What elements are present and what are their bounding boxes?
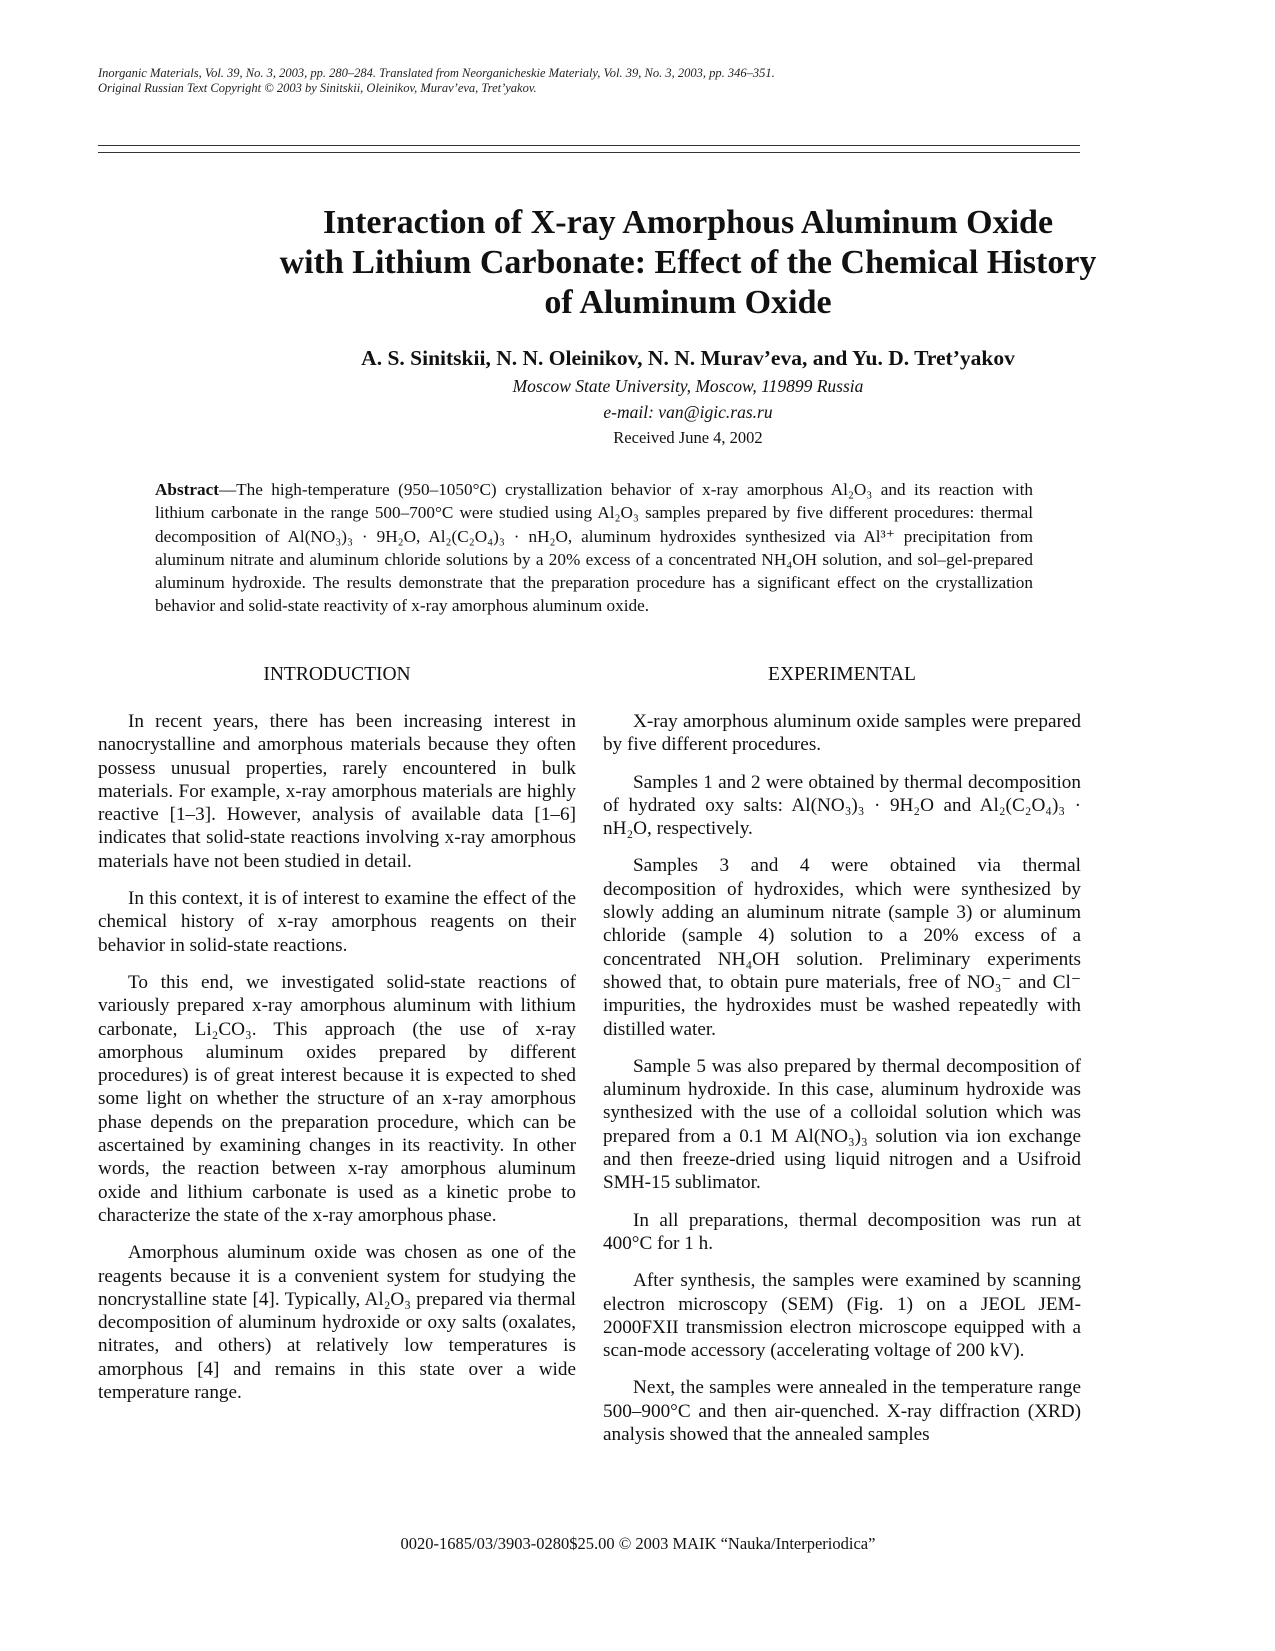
paragraph: Sample 5 was also prepared by thermal decomposition of aluminum hydroxide. In this case, aluminum hydroxide was synthesized with the use of a colloidal solution which was prepared from a 0.1 M Al(NO₃)₃ solution via ion exchange and then freeze-dried using liquid nitrogen and a Usifroid SMH-15 sublimator. bbox=[603, 1055, 1081, 1194]
abstract-label: Abstract bbox=[155, 480, 219, 499]
received-date: Received June 4, 2002 bbox=[613, 428, 763, 447]
paragraph: In this context, it is of interest to examine the effect of the chemical history of x-ray amorphous reagents on their behavior in solid-state reactions. bbox=[98, 888, 576, 956]
paragraph: Next, the samples were annealed in the temperature range 500–900°C and then air-quenched. X-ray diffraction (XRD) analysis showed that the annealed samples bbox=[603, 1377, 1081, 1446]
authors: A. S. Sinitskii, N. N. Oleinikov, N. N. Murav’eva, and Yu. D. Tret’yakov bbox=[361, 346, 1015, 370]
title-line-3: of Aluminum Oxide bbox=[544, 284, 832, 321]
introduction-column bbox=[98, 710, 576, 1418]
abstract bbox=[155, 478, 1033, 618]
abstract-text: —The high-temperature (950–1050°C) crystallization behavior of x-ray amorphous Al₂O₃ and its reaction with lithium carbonate in the range 500–700°C were studied using Al₂O₃ samples prepared by five different procedures: thermal decomposition of Al(NO₃)₃ · 9H₂O, Al₂(C₂O₄)₃ · nH₂O, aluminum hydroxides synthesized via Al³⁺ precipitation from aluminum nitrate and aluminum chloride solutions by a 20% excess of a concentrated NH₄OH solution, and sol–gel-prepared aluminum hydroxide. The results demonstrate that the preparation procedure has a significant effect on the crystallization behavior and solid-state reactivity of x-ray amorphous aluminum oxide. bbox=[155, 480, 1033, 616]
affiliation: Moscow State University, Moscow, 119899 Russia bbox=[512, 376, 864, 396]
article-title bbox=[98, 203, 1275, 323]
header-rule-bottom bbox=[98, 152, 1080, 153]
section-heading-experimental: EXPERIMENTAL bbox=[768, 664, 916, 685]
paragraph: Amorphous aluminum oxide was chosen as one of the reagents because it is a convenient system for studying the noncrystalline state [4]. Typically, Al₂O₃ prepared via thermal decomposition of aluminum hydroxide or oxy salts (oxalates, nitrates, and others) at relatively low temperatures is amorphous [4] and remains in this state over a wide temperature range. bbox=[98, 1242, 576, 1404]
email: e-mail: van@igic.ras.ru bbox=[603, 402, 773, 422]
copyright-footer: 0020-1685/03/3903-0280$25.00 © 2003 MAIK “Nauka/Interperiodica” bbox=[400, 1534, 876, 1553]
paragraph: In all preparations, thermal decomposition was run at 400°C for 1 h. bbox=[603, 1209, 1081, 1254]
title-line-1: Interaction of X-ray Amorphous Aluminum Oxide bbox=[322, 204, 1054, 241]
paragraph: X-ray amorphous aluminum oxide samples were prepared by five different procedures. bbox=[603, 711, 1081, 756]
paragraph: To this end, we investigated solid-state reactions of variously prepared x-ray amorphous aluminum with lithium carbonate, Li₂CO₃. This approach (the use of x-ray amorphous aluminum oxides prepared by different procedures) is of great interest because it is expected to shed some light on whether the structure of an x-ray amorphous phase depends on the preparation procedure, which can be ascertained by examining changes in its reactivity. In other words, the reaction between x-ray amorphous aluminum oxide and lithium carbonate is used as a kinetic probe to characterize the state of the x-ray amorphous phase. bbox=[98, 971, 576, 1226]
experimental-column bbox=[603, 710, 1081, 1460]
paragraph: Samples 3 and 4 were obtained via thermal decomposition of hydroxides, which were synthesized by slowly adding an aluminum nitrate (sample 3) or aluminum chloride (sample 4) solution to a 20% excess of a concentrated NH₄OH solution. Preliminary experiments showed that, to obtain pure materials, free of NO₃⁻ and Cl⁻ impurities, the hydroxides must be washed repeatedly with distilled water. bbox=[603, 855, 1081, 1040]
journal-line-2: Original Russian Text Copyright © 2003 by Sinitskii, Oleinikov, Murav’eva, Tret’yakov. bbox=[98, 81, 537, 95]
journal-citation bbox=[98, 66, 1098, 96]
paragraph: Samples 1 and 2 were obtained by thermal decomposition of hydrated oxy salts: Al(NO₃)₃ · 9H₂O and Al₂(C₂O₄)₃ · nH₂O, respectively. bbox=[603, 771, 1081, 840]
journal-line-1: Inorganic Materials, Vol. 39, No. 3, 2003, pp. 280–284. Translated from Neorganicheskie Materialy, Vol. 39, No. 3, 2003, pp. 346–351. bbox=[98, 66, 775, 80]
section-heading-introduction: INTRODUCTION bbox=[263, 664, 411, 685]
paragraph: In recent years, there has been increasing interest in nanocrystalline and amorphous materials because they often possess unusual properties, rarely encountered in bulk materials. For example, x-ray amorphous materials are highly reactive [1–3]. However, analysis of available data [1–6] indicates that solid-state reactions involving x-ray amorphous materials have not been studied in detail. bbox=[98, 711, 576, 872]
paragraph: After synthesis, the samples were examined by scanning electron microscopy (SEM) (Fig. 1) on a JEOL JEM-2000FXII transmission electron microscope equipped with a scan-mode accessory (accelerating voltage of 200 kV). bbox=[603, 1270, 1081, 1362]
header-rule-top bbox=[98, 145, 1080, 146]
title-line-2: with Lithium Carbonate: Effect of the Chemical History bbox=[279, 244, 1097, 281]
